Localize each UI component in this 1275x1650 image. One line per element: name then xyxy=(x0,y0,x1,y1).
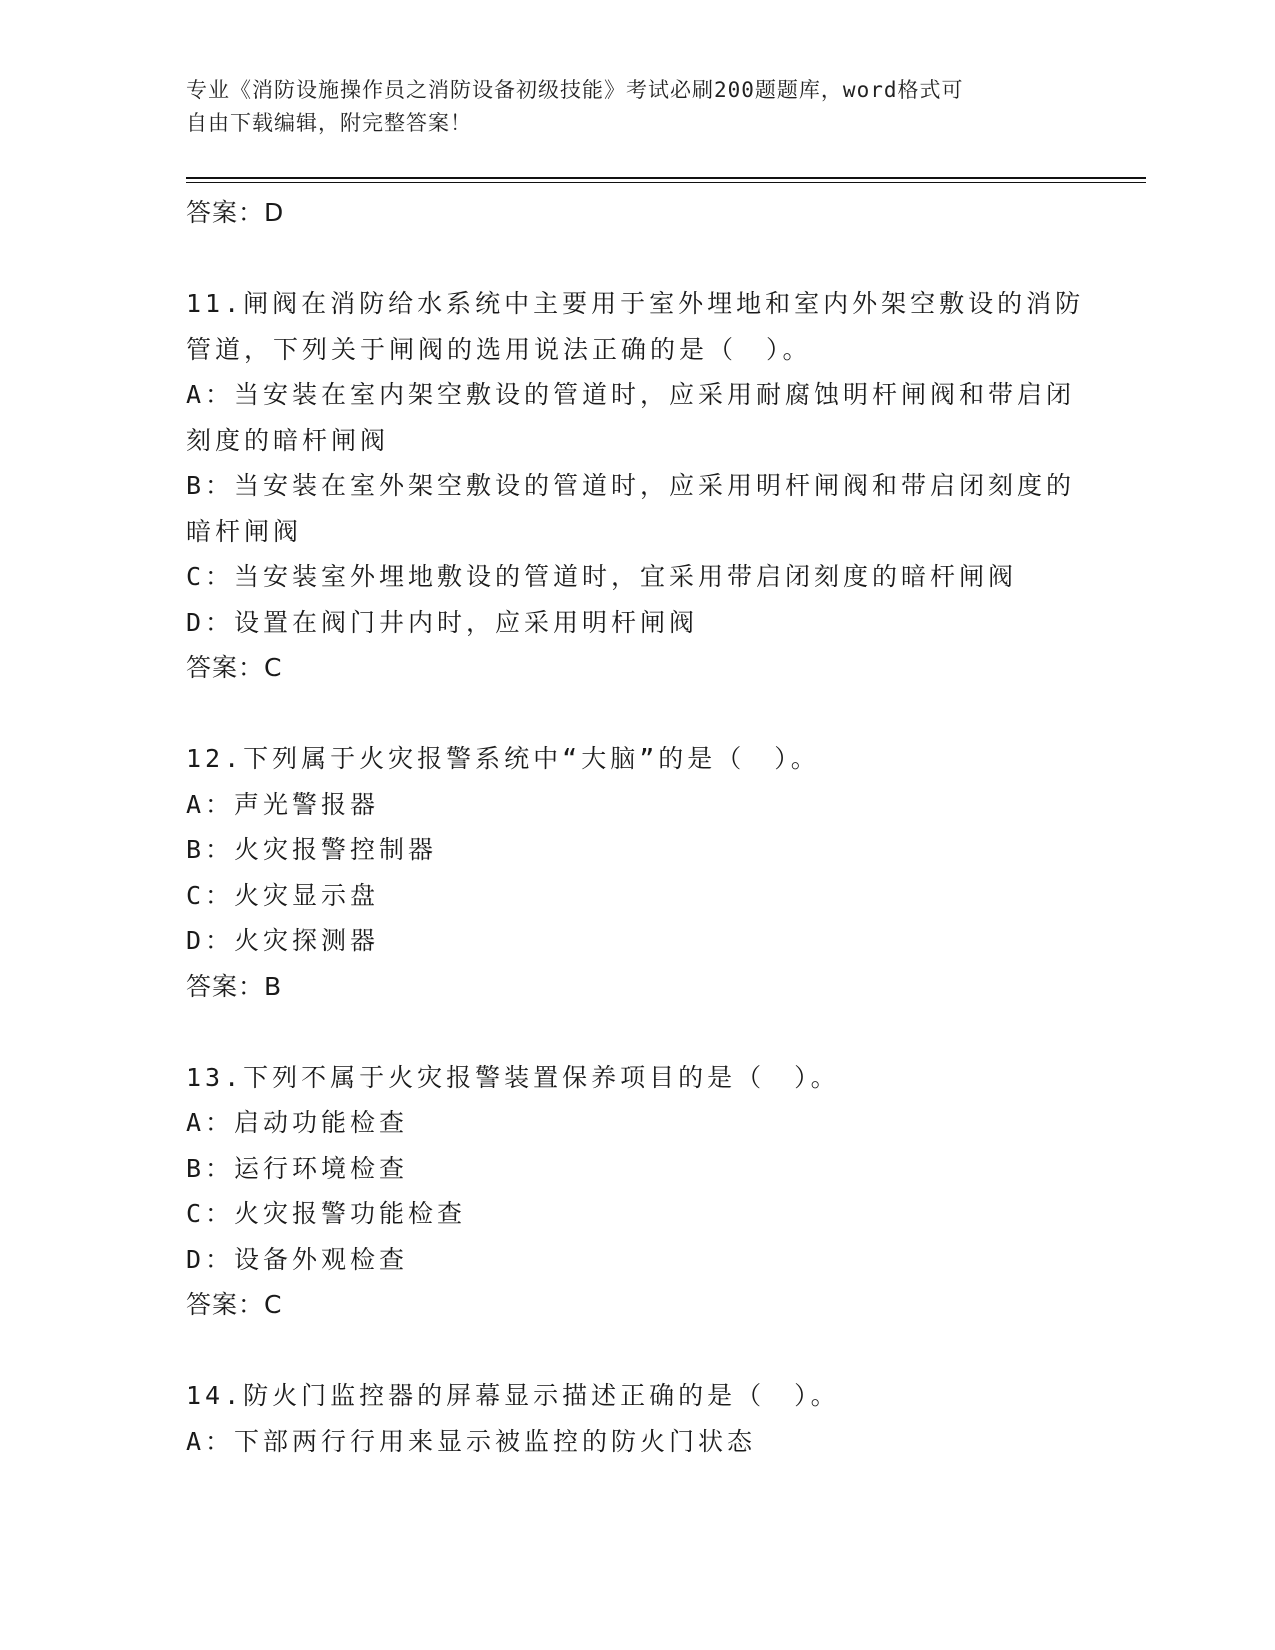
header-divider-thick xyxy=(186,177,1146,179)
question-block xyxy=(186,1373,1086,1464)
answer-line: 答案：C xyxy=(186,653,283,682)
header-divider-thin xyxy=(186,182,1146,183)
option-line: D：设备外观检查 xyxy=(186,1244,409,1274)
answer-line: 答案：C xyxy=(186,1290,283,1319)
header-line-1: 专业《消防设施操作员之消防设备初级技能》考试必刷200题题库，word格式可 xyxy=(186,78,964,102)
question-spacer xyxy=(186,1328,1086,1374)
header-line-2: 自由下载编辑，附完整答案！ xyxy=(186,111,472,135)
question-block xyxy=(186,281,1086,691)
document-header xyxy=(186,74,1066,140)
option-line: A：当安装在室内架空敷设的管道时，应采用耐腐蚀明杆闸阀和带启闭 xyxy=(186,380,1076,409)
option-line: C：当安装室外埋地敷设的管道时，宜采用带启闭刻度的暗杆闸阀 xyxy=(186,562,1018,591)
answer-line: 答案：B xyxy=(186,971,283,1001)
previous-answer: 答案：D xyxy=(186,198,285,227)
question-list xyxy=(186,190,1086,1464)
option-line: 刻度的暗杆闸阀 xyxy=(186,425,390,455)
question-spacer xyxy=(186,1009,1086,1055)
option-line: D：设置在阀门井内时，应采用明杆闸阀 xyxy=(186,607,699,637)
option-line: B：当安装在室外架空敷设的管道时，应采用明杆闸阀和带启闭刻度的 xyxy=(186,471,1076,500)
question-spacer xyxy=(186,691,1086,737)
option-line: A：启动功能检查 xyxy=(186,1108,409,1137)
option-line: A：声光警报器 xyxy=(186,789,380,819)
question-stem-line: 11.闸阀在消防给水系统中主要用于室外埋地和室内外架空敷设的消防 xyxy=(186,289,1085,318)
option-line: C：火灾显示盘 xyxy=(186,880,380,910)
option-line: A：下部两行行用来显示被监控的防火门状态 xyxy=(186,1426,757,1456)
question-block xyxy=(186,1055,1086,1328)
option-line: 暗杆闸阀 xyxy=(186,516,303,546)
option-line: B：火灾报警控制器 xyxy=(186,835,438,864)
question-stem-line: 12.下列属于火灾报警系统中“大脑”的是（ ）。 xyxy=(186,744,820,773)
question-stem-line: 管道，下列关于闸阀的选用说法正确的是（ ）。 xyxy=(186,334,812,364)
question-stem-line: 14.防火门监控器的屏幕显示描述正确的是（ ）。 xyxy=(186,1381,840,1410)
option-line: D：火灾探测器 xyxy=(186,926,380,955)
question-spacer xyxy=(186,236,1086,282)
question-stem-line: 13.下列不属于火灾报警装置保养项目的是（ ）。 xyxy=(186,1062,840,1092)
question-block xyxy=(186,736,1086,1009)
option-line: B：运行环境检查 xyxy=(186,1153,409,1183)
option-line: C：火灾报警功能检查 xyxy=(186,1199,467,1228)
